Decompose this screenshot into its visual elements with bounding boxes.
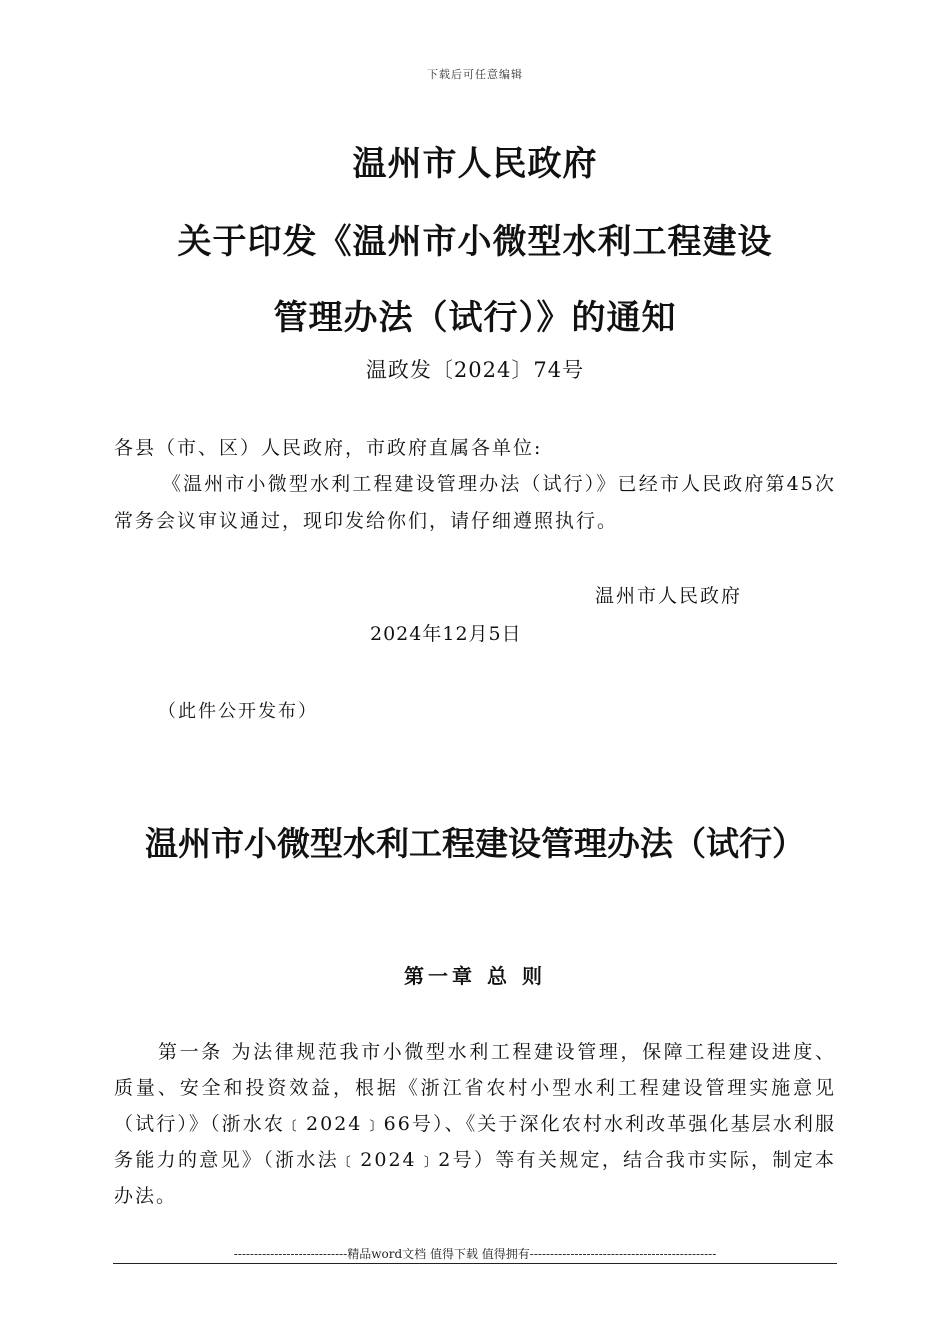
footer-rule [113,1263,837,1264]
header-note: 下载后可任意编辑 [427,68,523,81]
notice-title-line-1: 温州市人民政府 [352,144,598,184]
notice-body: 《温州市小微型水利工程建设管理办法（试行）》已经市人民政府第45次常务会议审议通过，现印发给你们，请仔细遵照执行。 [114,473,836,532]
signer: 温州市人民政府 [595,585,743,607]
article-1: 第一条 为法律规范我市小微型水利工程建设管理，保障工程建设进度、质量、安全和投资效益，根据《浙江省农村小型水利工程建设管理实施意见（试行）》（浙水农﹝2024﹞66号）、《关于深化农村水利改革强化基层水利服务能力的意见》（浙水法﹝2024﹞2号）等有关规定，结合我市实际，制定本办法。 [114,1041,836,1207]
footer-text: ----------------------------精品word文档 值得下载 值得拥有---------------------------------------------- [233,1247,717,1261]
publicity-note: （此件公开发布） [158,701,318,722]
document-number: 温政发〔2024〕74号 [365,358,585,382]
notice-title-line-3: 管理办法（试行）》的通知 [273,298,677,338]
regulation-title: 温州市小微型水利工程建设管理办法（试行） [145,824,805,863]
notice-title-line-2: 关于印发《温州市小微型水利工程建设 [177,222,773,262]
chapter-heading: 第一章 总 则 [404,964,546,988]
issue-date: 2024年12月5日 [370,623,522,645]
salutation: 各县（市、区）人民政府，市政府直属各单位: [114,437,543,459]
